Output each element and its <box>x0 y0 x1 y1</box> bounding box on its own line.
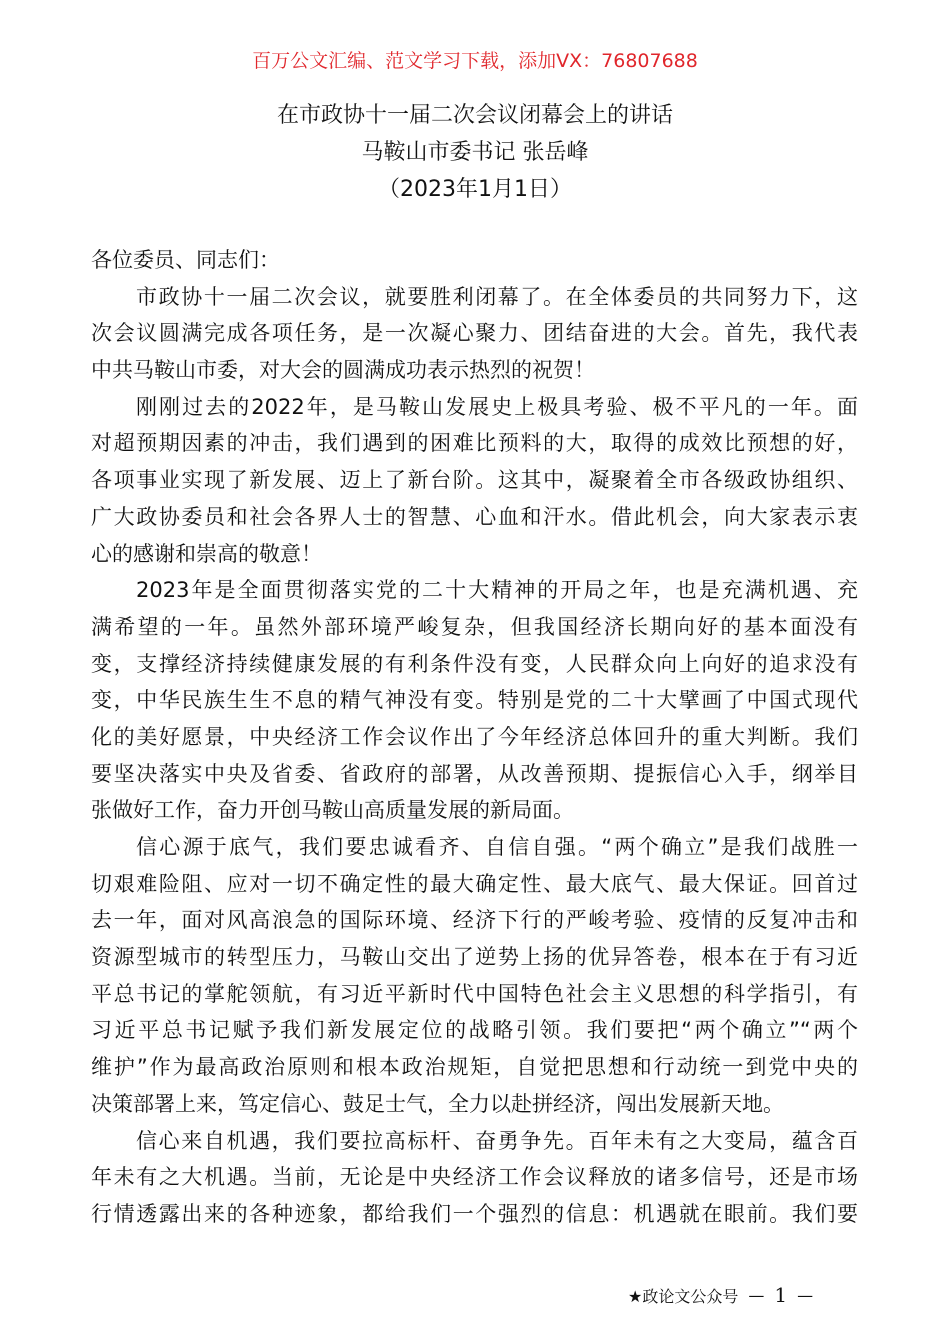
paragraph-line: 对超预期因素的冲击，我们遇到的困难比预料的大，取得的成效比预想的好， <box>91 431 858 456</box>
paragraph-line: 心的感谢和崇高的敬意！ <box>91 541 322 566</box>
watermark-banner: 百万公文汇编、范文学习下载，添加VX：76807688 <box>252 50 698 72</box>
paragraph-line: 次会议圆满完成各项任务，是一次凝心聚力、团结奋进的大会。首先，我代表 <box>91 321 858 346</box>
paragraph-line: 要坚决落实中央及省委、省政府的部署，从改善预期、提振信心入手，纲举目 <box>91 761 858 786</box>
footer-source: ★政论文公众号 <box>628 1286 739 1306</box>
paragraph-line: 平总书记的掌舵领航，有习近平新时代中国特色社会主义思想的科学指引，有 <box>91 981 858 1006</box>
footer-dash-left: — <box>748 1285 765 1305</box>
paragraph-line: 年未有之大机遇。当前，无论是中央经济工作会议释放的诸多信号，还是市场 <box>91 1165 858 1190</box>
document-author: 马鞍山市委书记 张岳峰 <box>361 140 589 165</box>
document-date: （2023年1月1日） <box>378 177 572 202</box>
paragraph-line: 资源型城市的转型压力，马鞍山交出了逆势上扬的优异答卷，根本在于有习近 <box>91 945 858 970</box>
paragraph-line: 切艰难险阻、应对一切不确定性的最大确定性、最大底气、最大保证。回首过 <box>91 871 858 896</box>
paragraph-line: 信心源于底气，我们要忠诚看齐、自信自强。“两个确立”是我们战胜一 <box>136 835 858 859</box>
paragraph-line: 决策部署上来，笃定信心、鼓足士气，全力以赴拼经济，闯出发展新天地。 <box>91 1091 784 1116</box>
salutation: 各位委员、同志们： <box>91 248 280 272</box>
paragraph-line: 变，支撑经济持续健康发展的有利条件没有变，人民群众向上向好的追求没有 <box>91 651 858 676</box>
paragraph-line: 2023年是全面贯彻落实党的二十大精神的开局之年，也是充满机遇、充 <box>136 578 858 603</box>
paragraph-line: 行情透露出来的各种迹象，都给我们一个强烈的信息：机遇就在眼前。我们要 <box>91 1201 858 1226</box>
paragraph-line: 化的美好愿景，中央经济工作会议作出了今年经济总体回升的重大判断。我们 <box>91 724 858 749</box>
paragraph-line: 广大政协委员和社会各界人士的智慧、心血和汗水。借此机会，向大家表示衷 <box>91 504 858 529</box>
paragraph-line: 满希望的一年。虽然外部环境严峻复杂，但我国经济长期向好的基本面没有 <box>91 614 858 639</box>
document-body <box>91 242 858 1233</box>
page-number: 1 <box>774 1283 788 1307</box>
document-title: 在市政协十一届二次会议闭幕会上的讲话 <box>276 103 673 128</box>
paragraph-line: 刚刚过去的2022年，是马鞍山发展史上极具考验、极不平凡的一年。面 <box>136 394 858 419</box>
footer-dash-right: — <box>797 1285 814 1305</box>
page-footer <box>628 1283 813 1307</box>
paragraph-line: 维护”作为最高政治原则和根本政治规矩，自觉把思想和行动统一到党中央的 <box>91 1055 858 1080</box>
paragraph-line: 张做好工作，奋力开创马鞍山高质量发展的新局面。 <box>91 798 574 823</box>
paragraph-line: 市政协十一届二次会议，就要胜利闭幕了。在全体委员的共同努力下，这 <box>136 284 858 309</box>
paragraph-line: 去一年，面对风高浪急的国际环境、经济下行的严峻考验、疫情的反复冲击和 <box>91 908 858 933</box>
paragraph-line: 信心来自机遇，我们要拉高标杆、奋勇争先。百年未有之大变局，蕴含百 <box>136 1128 858 1153</box>
paragraph-line: 中共马鞍山市委，对大会的圆满成功表示热烈的祝贺！ <box>91 358 595 383</box>
paragraph-line: 变，中华民族生生不息的精气神没有变。特别是党的二十大擘画了中国式现代 <box>91 688 858 713</box>
paragraph-line: 习近平总书记赋予我们新发展定位的战略引领。我们要把“两个确立”“两个 <box>91 1018 858 1043</box>
paragraph-line: 各项事业实现了新发展、迈上了新台阶。这其中，凝聚着全市各级政协组织、 <box>91 468 858 493</box>
